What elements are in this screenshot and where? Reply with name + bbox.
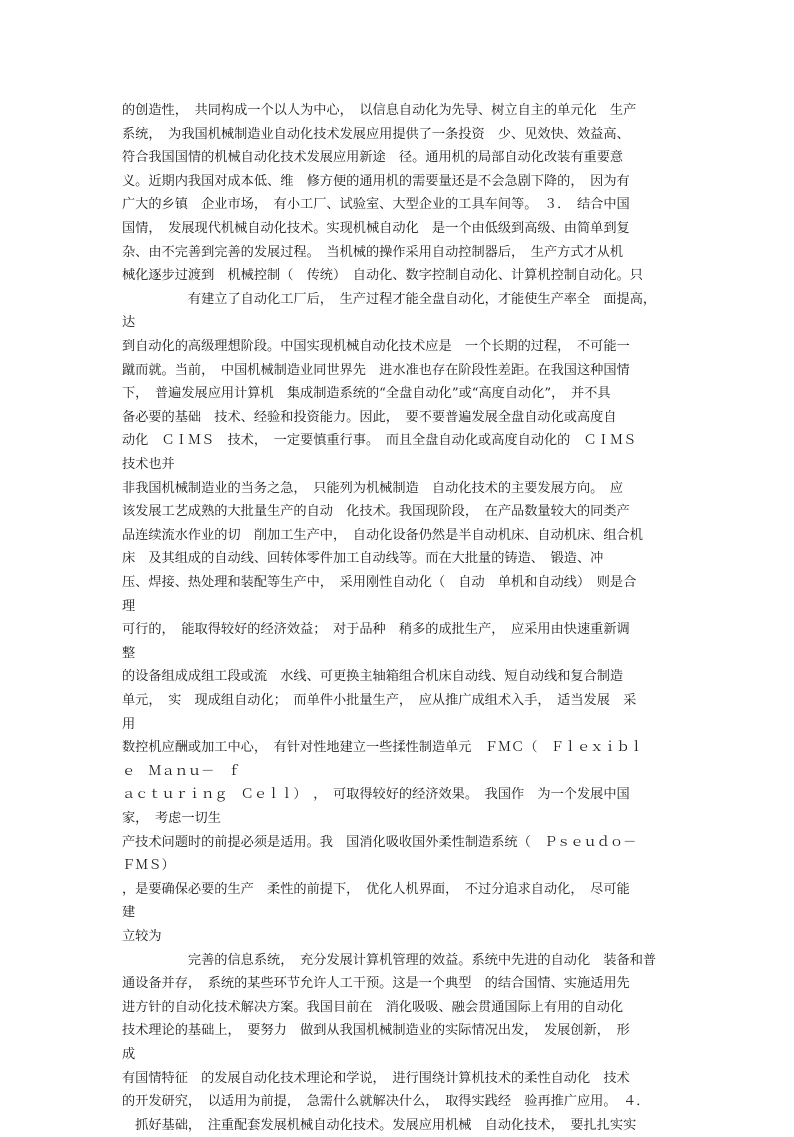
- text-line: 系统， 为我国机械制造业自动化技术发展应用提供了一条投资 少、见效快、效益高、: [122, 126, 630, 142]
- text-line: 立较为: [122, 929, 162, 944]
- text-line: 进方针的自动化技术解决方案。我国目前在 消化吸吸、融会贯通国际上有用的自动化: [122, 999, 624, 1015]
- text-line: 广大的乡镇 企业市场， 有小工厂、试验室、大型企业的工具车间等。 ３． 结合中国: [122, 197, 630, 213]
- text-line: 建: [122, 905, 136, 921]
- text-line: 单元， 实 现成组自动化； 而单件小批量生产， 应从推广成组术入手， 适当发展 采: [122, 693, 637, 708]
- text-line: ，是要确保必要的生产 柔性的前提下， 优化人机界面， 不过分追求自动化， 尽可能: [122, 881, 630, 897]
- text-line: 符合我国国情的机械自动化技术发展应用新途 径。通用机的局部自动化改装有重要意: [122, 150, 624, 166]
- text-line: 国情， 发展现代机械自动化技术。实现机械自动化 是一个由低级到高级、由简单到复: [122, 221, 630, 236]
- text-line: 该发展工艺成熟的大批量生产的自动 化技术。我国现阶段， 在产品数量较大的同类产: [122, 504, 630, 520]
- text-line: 义。近期内我国对成本低、维 修方便的通用机的需要量还是不会急剧下降的， 因为有: [122, 173, 630, 189]
- text-line: 杂、由不完善到完善的发展过程。 当机械的操作采用自动控制器后， 生产方式才从机: [122, 244, 624, 260]
- text-line: 产技术问题时的前提必须是适用。我 国消化吸收国外柔性制造系统（ Ｐｓｅｕｄｏ－: [122, 834, 637, 850]
- text-line: ａｃｔｕｒｉｎｇ Ｃｅｌｌ） ， 可取得较好的经济效果。 我国作 为一个发展中国: [122, 787, 630, 803]
- text-line: 抓好基础， 注重配套发展机械自动化技术。发展应用机械 自动化技术， 要扎扎实实: [122, 1117, 637, 1133]
- text-line: 的开发研究， 以适用为前提， 急需什么就解决什么， 取得实践经 验再推广应用。 ４．: [122, 1094, 650, 1110]
- text-line: 备必要的基础 技术、经验和投资能力。因此， 要不要普遍发展全盘自动化或高度自: [122, 409, 617, 425]
- text-line: 品连续流水作业的切 削加工生产中， 自动化设备仍然是半自动机床、自动机床、组合机: [122, 527, 643, 543]
- text-line: 用: [122, 716, 136, 732]
- text-line: 蹴而就。当前， 中国机械制造业同世界先 进水准也存在阶段性差距。在我国这种国情: [122, 362, 630, 378]
- text-line: ＦＭＳ）: [122, 858, 175, 874]
- text-line: 成: [122, 1047, 136, 1062]
- text-line: 整: [122, 645, 136, 661]
- text-line: 数控机应酬或加工中心， 有针对性地建立一些揉性制造单元 ＦＭＣ（ Ｆｌｅｘｉｂｌ: [122, 740, 643, 756]
- text-line: 下， 普遍发展应用计算机 集成制造系统的“全盘自动化”或“高度自动化”， 并不具: [122, 386, 611, 402]
- text-line: 动化 ＣＩＭＳ 技术， 一定要慎重行事。 而且全盘自动化或高度自动化的 ＣＩＭＳ: [122, 433, 637, 449]
- text-line: 可行的， 能取得较好的经济效益； 对于品种 稍多的成批生产， 应采用由快速重新调: [122, 622, 630, 638]
- text-line: 技术也并: [122, 457, 175, 472]
- text-line: 械化逐步过渡到 机械控制（ 传统） 自动化、数字控制自动化、计算机控制自动化。只: [122, 268, 643, 284]
- text-line: 有国情特征 的发展自动化技术理论和学说， 进行围绕计算机技术的柔性自动化 技术: [122, 1070, 630, 1086]
- text-line: 的创造性， 共同构成一个以人为中心， 以信息自动化为先导、树立自主的单元化 生产: [122, 103, 637, 118]
- text-line: ｅ Ｍａｎｕ－ ｆ: [122, 763, 241, 779]
- text-line: 通设备并存， 系统的某些环节允许人工干预。这是一个典型 的结合国情、实施适用先: [122, 976, 630, 992]
- text-line: 压、焊接、热处理和装配等生产中， 采用刚性自动化（ 自动 单机和自动线） 则是合: [122, 575, 637, 590]
- text-line: 理: [122, 598, 136, 614]
- text-line: 到自动化的高级理想阶段。中国实现机械自动化技术应是 一个长期的过程， 不可能一: [122, 339, 630, 354]
- text-line: 的设备组成成组工段或流 水线、可更换主轴箱组合机床自动线、短自动线和复合制造: [122, 669, 624, 685]
- text-line: 完善的信息系统， 充分发展计算机管理的效益。系统中先进的自动化 装备和普: [122, 952, 657, 968]
- text-line: 床 及其组成的自动线、回转体零件加工自动线等。而在大批量的铸造、 锻造、冲: [122, 551, 604, 567]
- text-line: 家， 考虑一切生: [122, 811, 221, 826]
- text-line: 达: [122, 315, 136, 331]
- text-line: 非我国机械制造业的当务之急， 只能列为机械制造 自动化技术的主要发展方向。 应: [122, 480, 624, 496]
- text-line: 技术理论的基础上， 要努力 做到从我国机械制造业的实际情况出发， 发展创新， 形: [122, 1023, 630, 1039]
- text-line: 有建立了自动化工厂后， 生产过程才能全盘自动化，才能使生产率全 面提高，: [122, 291, 657, 307]
